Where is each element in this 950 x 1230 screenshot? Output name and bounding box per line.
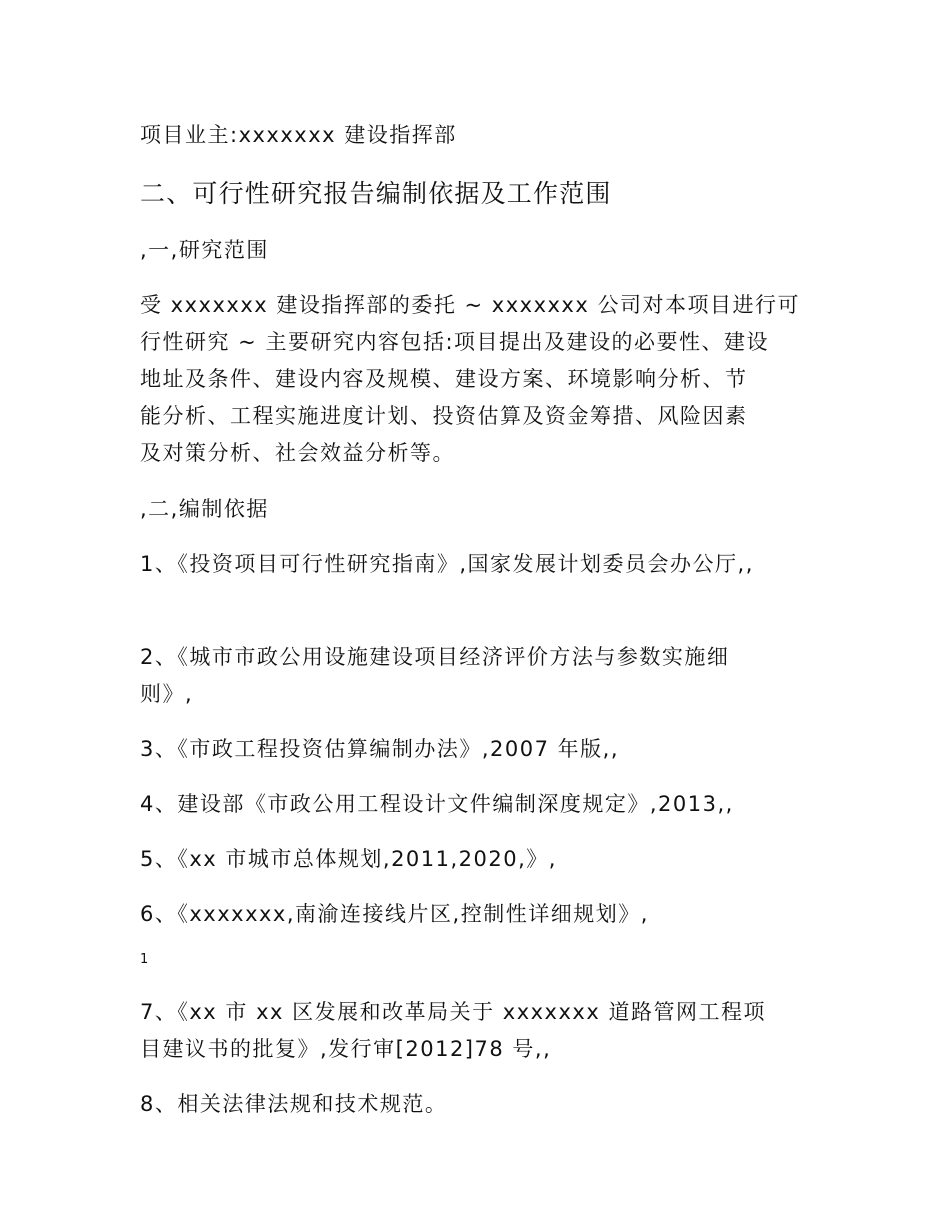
subsection-title-basis: ,二,编制依据 bbox=[140, 497, 269, 521]
subsection-title-scope: ,一,研究范围 bbox=[140, 238, 269, 262]
project-owner-line: 项目业主:xxxxxxx 建设指挥部 bbox=[140, 123, 457, 147]
scope-line: 地址及条件、建设内容及规模、建设方案、环境影响分析、节 bbox=[140, 367, 748, 391]
basis-item-6: 6、《xxxxxxx,南渝连接线片区,控制性详细规划》, bbox=[140, 902, 649, 926]
scope-line: 能分析、工程实施进度计划、投资估算及资金筹措、风险因素 bbox=[140, 404, 748, 428]
scope-line: 及对策分析、社会效益分析等。 bbox=[140, 441, 455, 465]
basis-item-1: 1、《投资项目可行性研究指南》,国家发展计划委员会办公厅,, bbox=[140, 552, 754, 576]
basis-item-7-line-1: 7、《xx 市 xx 区发展和改革局关于 xxxxxxx 道路管网工程项 bbox=[140, 1000, 766, 1024]
basis-item-2-line-1: 2、《城市市政公用设施建设项目经济评价方法与参数实施细 bbox=[140, 645, 730, 669]
scope-line: 受 xxxxxxx 建设指挥部的委托 ~ xxxxxxx 公司对本项目进行可 bbox=[140, 293, 800, 317]
basis-item-8: 8、相关法律法规和技术规范。 bbox=[140, 1092, 448, 1116]
basis-item-5: 5、《xx 市城市总体规划,2011,2020,》, bbox=[140, 847, 557, 871]
scope-line: 行性研究 ~ 主要研究内容包括:项目提出及建设的必要性、建设 bbox=[140, 330, 770, 354]
basis-item-2-line-2: 则》, bbox=[140, 682, 194, 706]
basis-item-3: 3、《市政工程投资估算编制办法》,2007 年版,, bbox=[140, 737, 620, 761]
page-number: 1 bbox=[140, 952, 149, 967]
section-heading: 二、可行性研究报告编制依据及工作范围 bbox=[140, 179, 612, 208]
basis-item-4: 4、建设部《市政公用工程设计文件编制深度规定》,2013,, bbox=[140, 792, 734, 816]
basis-item-7-line-2: 目建议书的批复》,发行审[2012]78 号,, bbox=[140, 1037, 552, 1061]
